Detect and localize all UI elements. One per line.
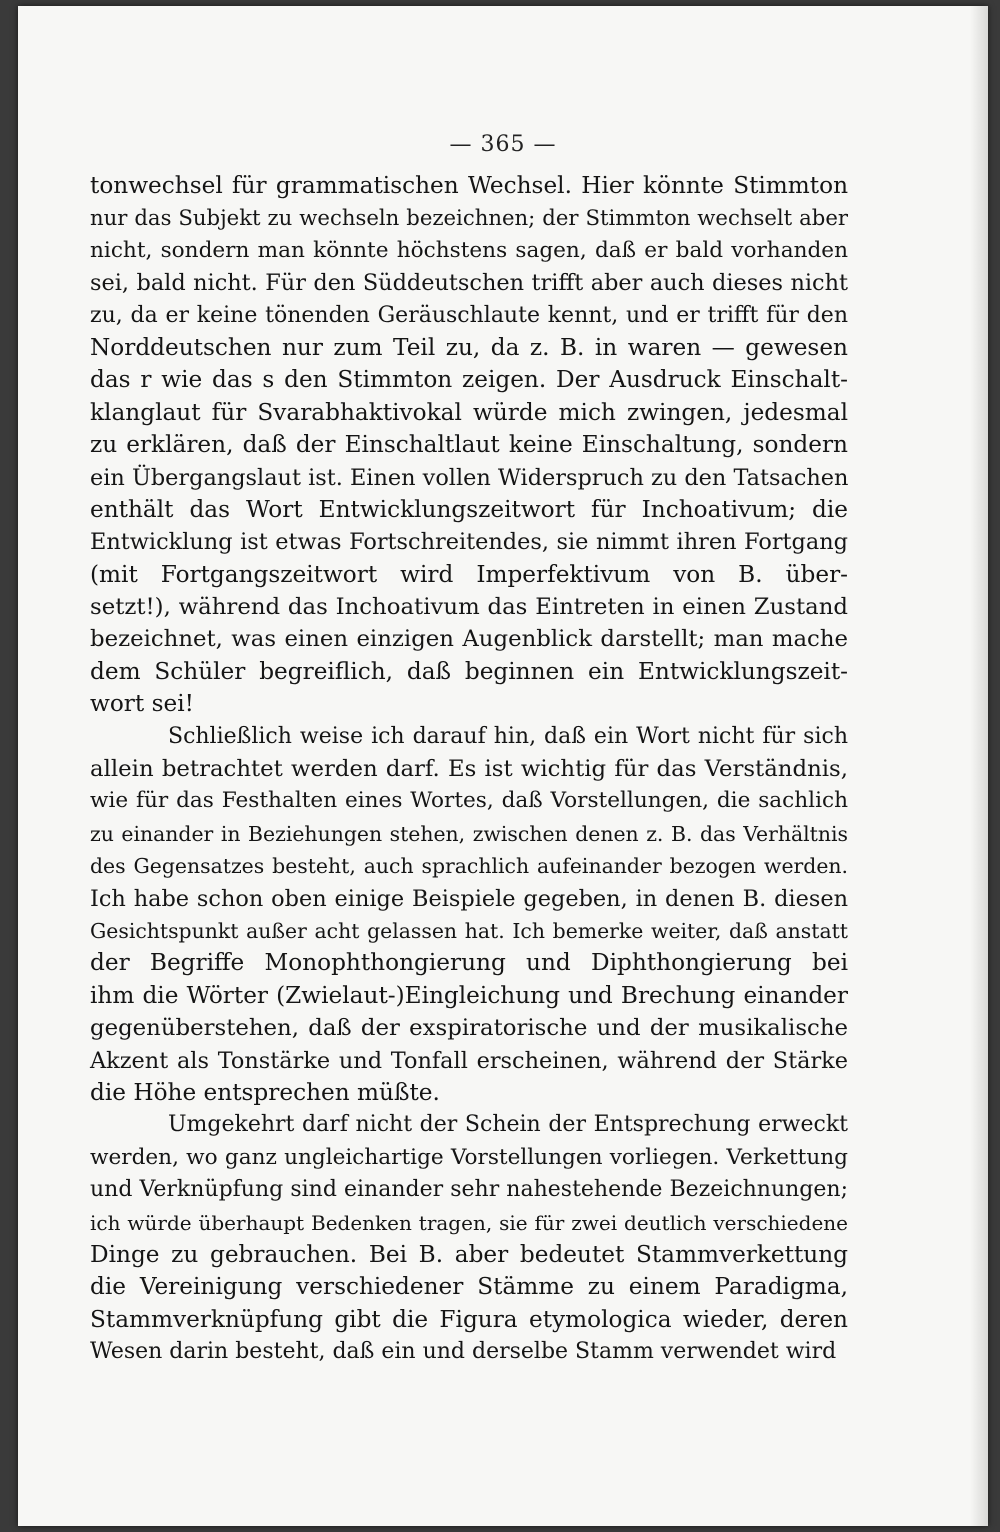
text-line: enthält das Wort Entwicklungszeitwort für Inchoativum; die — [90, 495, 848, 523]
text-line: nicht, sondern man könnte höchstens sagen, daß er bald vorhanden — [90, 237, 848, 263]
text-line: zu einander in Beziehungen stehen, zwischen denen z. B. das Verhältnis — [90, 821, 848, 846]
text-line: Umgekehrt darf nicht der Schein der Entsprechung erweckt — [168, 1112, 848, 1138]
text-line: ihm die Wörter (Zwielaut-)Eingleichung und Brechung einander — [90, 981, 848, 1009]
text-line: wie für das Festhalten eines Wortes, daß Vorstellungen, die sachlich — [90, 788, 848, 814]
text-line: Gesichtspunkt außer acht gelassen hat. Ich bemerke weiter, daß anstatt — [90, 918, 848, 943]
paragraph — [90, 721, 848, 1110]
text-line: gegenüberstehen, daß der exspiratorische und der musikalische — [90, 1015, 848, 1042]
paragraph — [90, 1109, 848, 1368]
text-line: tonwechsel für grammatischen Wechsel. Hier könnte Stimmton — [90, 172, 848, 199]
page-body-text — [90, 170, 848, 1368]
text-line: (mit Fortgangszeitwort wird Imperfektivum von B. über- — [90, 560, 848, 588]
text-line: ich würde überhaupt Bedenken tragen, sie für zwei deutlich verschiedene — [90, 1210, 848, 1235]
text-line: Stammverknüpfung gibt die Figura etymologica wieder, deren — [90, 1305, 848, 1333]
text-line: zu erklären, daß der Einschaltlaut keine Einschaltung, sondern — [90, 431, 848, 459]
text-line: nur das Subjekt zu wechseln bezeichnen; der Stimmton wechselt aber — [90, 205, 848, 231]
text-line: das r wie das s den Stimmton zeigen. Der Ausdruck Einschalt- — [90, 366, 848, 394]
text-line: wort sei! — [90, 690, 194, 718]
text-line: Schließlich weise ich darauf hin, daß ein Wort nicht für sich — [168, 723, 848, 749]
text-line: des Gegensatzes besteht, auch sprachlich aufeinander bezogen werden. — [90, 854, 848, 879]
text-line: Ich habe schon oben einige Beispiele gegeben, in denen B. diesen — [90, 885, 848, 912]
text-line: sei, bald nicht. Für den Süddeutschen trifft aber auch dieses nicht — [90, 270, 848, 297]
text-line: setzt!), während das Inchoativum das Eintreten in einen Zustand — [90, 594, 848, 621]
book-page — [18, 6, 988, 1526]
page-number: — 365 — — [449, 132, 557, 157]
text-line: zu, da er keine tönenden Geräuschlaute kennt, und er trifft für den — [90, 302, 848, 328]
text-line: bezeichnet, was einen einzigen Augenblick darstellt; man mache — [90, 626, 848, 653]
text-line: die Vereinigung verschiedener Stämme zu einem Paradigma, — [90, 1273, 848, 1301]
text-line: klanglaut für Svarabhaktivokal würde mich zwingen, jedesmal — [90, 398, 848, 426]
page-edge-shadow — [970, 6, 988, 1526]
text-line: Entwicklung ist etwas Fortschreitendes, sie nimmt ihren Fortgang — [90, 529, 848, 556]
text-line: der Begriffe Monophthongierung und Diphthongierung bei — [90, 949, 848, 977]
text-line: Akzent als Tonstärke und Tonfall erscheinen, während der Stärke — [90, 1047, 848, 1074]
text-line: ein Übergangslaut ist. Einen vollen Widerspruch zu den Tatsachen — [90, 464, 849, 491]
text-line: werden, wo ganz ungleichartige Vorstellungen vorliegen. Verkettung — [90, 1144, 848, 1170]
paragraph — [90, 170, 848, 721]
text-line: und Verknüpfung sind einander sehr nahestehende Bezeichnungen; — [90, 1177, 848, 1203]
text-line: Dinge zu gebrauchen. Bei B. aber bedeutet Stammverkettung — [90, 1240, 848, 1268]
text-line: Wesen darin besteht, daß ein und derselbe Stamm verwendet wird — [90, 1339, 837, 1365]
text-line: Norddeutschen nur zum Teil zu, da z. B. in waren — gewesen — [90, 333, 848, 361]
text-line: allein betrachtet werden darf. Es ist wichtig für das Verständnis, — [90, 756, 848, 783]
text-line: dem Schüler begreiflich, daß beginnen ein Entwicklungszeit- — [90, 657, 848, 685]
text-line: die Höhe entsprechen müßte. — [90, 1078, 440, 1106]
